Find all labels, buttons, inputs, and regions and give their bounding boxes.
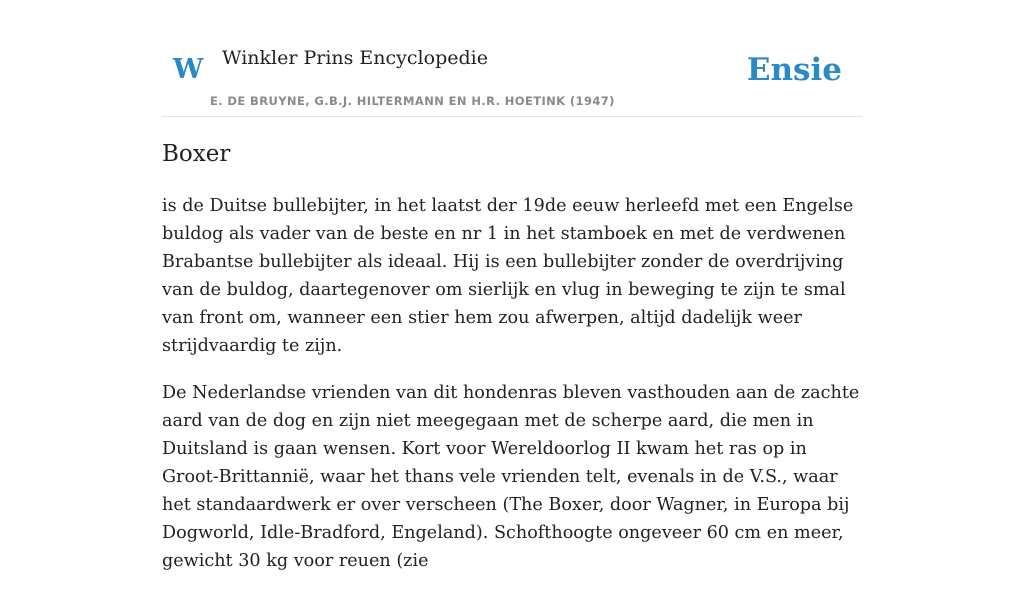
source-header: [162, 0, 862, 117]
brand-logo[interactable]: Ensie: [746, 52, 842, 88]
article-paragraph: De Nederlandse vrienden van dit hondenras bleven vasthouden aan de zachte aard van de dog en zijn niet meegegaan met de scherpe aard, die men in Duitsland is gaan wensen. Kort voor Wereldoorlog II kwam het ras op in Groot-Brittannië, waar het thans vele vrienden telt, evenals in de V.S., waar het standaardwerk er over verscheen (The Boxer, door Wagner, in Europa bij Dogworld, Idle-Bradford, Engeland). Schofthoogte ongeveer 60 cm en meer, gewicht 30 kg voor reuen (zie: [162, 383, 860, 571]
article-title: Boxer: [162, 141, 231, 167]
article-paragraph: is de Duitse bullebijter, in het laatst der 19de eeuw herleefd met een Engelse buldog als vader van de beste en nr 1 in het stamboek en met de verdwenen Brabantse bullebijter als ideaal. Hij is een bullebijter zonder de overdrijving van de buldog, daartegenover om sierlijk en vlug in beweging te zijn te smal van front om, wanneer een stier hem zou afwerpen, altijd dadelijk weer strijdvaardig te zijn.: [162, 196, 854, 356]
article-body: [162, 192, 862, 594]
source-authors: E. DE BRUYNE, G.B.J. HILTERMANN EN H.R. HOETINK (1947): [210, 94, 615, 108]
source-logo[interactable]: W: [173, 54, 204, 85]
source-title[interactable]: Winkler Prins Encyclopedie: [222, 47, 488, 69]
